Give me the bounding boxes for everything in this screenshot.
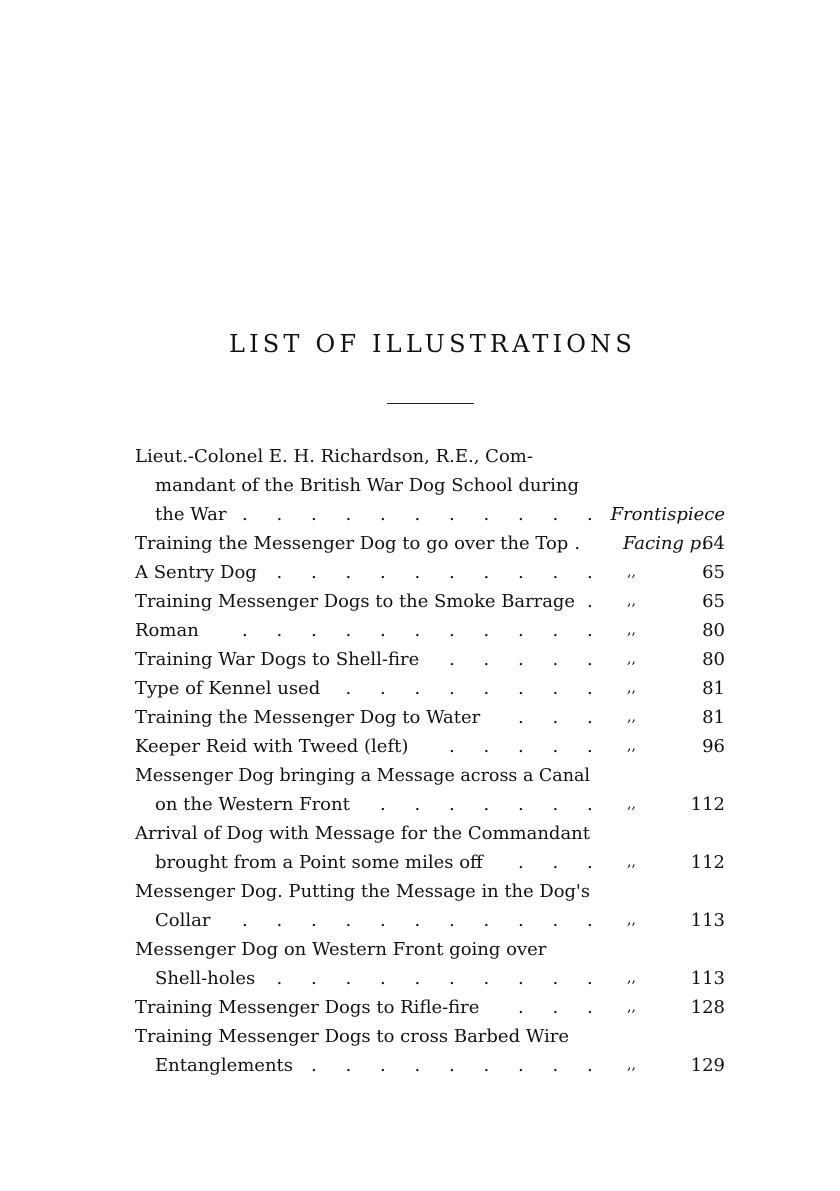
- ditto-mark: ,,: [627, 564, 636, 580]
- leader-dot: .: [414, 562, 421, 583]
- leader-dot: .: [552, 678, 559, 699]
- entry-caption: Type of Kennel used: [135, 678, 321, 699]
- list-item: [135, 761, 725, 790]
- entry-caption: on the Western Front: [155, 794, 350, 815]
- ditto-mark: ,,: [627, 999, 636, 1015]
- page-number: 96: [702, 736, 725, 757]
- ditto-mark: ,,: [627, 680, 636, 696]
- leader-dot: .: [587, 968, 593, 989]
- list-item: [135, 790, 725, 819]
- leader-dot: .: [552, 649, 559, 670]
- leader-dot: .: [345, 1055, 352, 1076]
- list-item: [135, 500, 725, 529]
- leader-dot: .: [518, 910, 524, 931]
- ditto-mark: ,,: [627, 651, 636, 667]
- list-item: [135, 993, 725, 1022]
- leader-dot: .: [449, 562, 455, 583]
- entry-caption: brought from a Point some miles off: [155, 852, 483, 873]
- leader-dot: .: [587, 852, 593, 873]
- leader-dot: .: [518, 620, 524, 641]
- entry-caption: Training Messenger Dogs to cross Barbed Wire: [135, 1026, 570, 1047]
- entry-caption: Keeper Reid with Tweed (left): [135, 736, 409, 757]
- leader-dot: .: [242, 504, 248, 525]
- leader-dot: .: [380, 794, 386, 815]
- leader-dot: .: [449, 794, 455, 815]
- leader-dot: .: [345, 910, 352, 931]
- entry-caption: Roman: [135, 620, 199, 641]
- leader-dot: .: [483, 736, 490, 757]
- ditto-mark: ,,: [627, 593, 636, 609]
- entry-caption: Training Messenger Dogs to Rifle-fire: [135, 997, 480, 1018]
- leader-dot: .: [518, 968, 524, 989]
- list-item: [135, 964, 725, 993]
- leader-dot: .: [380, 620, 386, 641]
- leader-dot: .: [587, 649, 593, 670]
- leader-dot: .: [483, 562, 490, 583]
- ditto-mark: ,,: [627, 1057, 636, 1073]
- leader-dot: .: [276, 968, 283, 989]
- leader-dot: .: [587, 794, 593, 815]
- page-number: 113: [690, 968, 725, 989]
- list-item: [135, 587, 725, 616]
- entry-caption: Messenger Dog. Putting the Message in the Dog's: [135, 881, 590, 902]
- leader-dot: .: [518, 504, 524, 525]
- entry-caption: Training War Dogs to Shell-fire: [135, 649, 420, 670]
- leader-dot: .: [587, 736, 593, 757]
- leader-dot: .: [587, 562, 593, 583]
- leader-dot: .: [449, 649, 455, 670]
- leader-dot: .: [587, 1055, 593, 1076]
- page-number: 112: [690, 794, 725, 815]
- leader-dot: .: [552, 968, 559, 989]
- leader-dot: .: [276, 910, 283, 931]
- page-number: 112: [690, 852, 725, 873]
- title-rule: [387, 403, 474, 404]
- page-number: 81: [702, 707, 725, 728]
- leader-dot: .: [483, 794, 490, 815]
- leader-dot: .: [552, 736, 559, 757]
- leader-dot: .: [311, 562, 317, 583]
- leader-dot: .: [552, 504, 559, 525]
- list-item: [135, 877, 725, 906]
- leader-dot: .: [552, 997, 559, 1018]
- leader-dot: .: [276, 504, 283, 525]
- leader-dot: .: [311, 504, 317, 525]
- leader-dot: .: [414, 968, 421, 989]
- entry-caption: the War: [155, 504, 227, 525]
- list-item: [135, 674, 725, 703]
- list-item: [135, 529, 725, 558]
- leader-dot: .: [518, 562, 524, 583]
- leader-dot: .: [483, 678, 490, 699]
- leader-dot: .: [380, 968, 386, 989]
- leader-dot: .: [380, 504, 386, 525]
- entry-caption: Messenger Dog bringing a Message across a Canal: [135, 765, 590, 786]
- page-number: 81: [702, 678, 725, 699]
- leader-dot: .: [311, 968, 317, 989]
- leader-dot: .: [483, 649, 490, 670]
- entry-caption: Training the Messenger Dog to Water: [135, 707, 481, 728]
- leader-dot: .: [242, 620, 248, 641]
- leader-dot: .: [345, 678, 352, 699]
- entry-caption: Messenger Dog on Western Front going over: [135, 939, 547, 960]
- page-number: 80: [702, 620, 725, 641]
- list-item: [135, 471, 725, 500]
- leader-dot: .: [449, 910, 455, 931]
- list-item: [135, 906, 725, 935]
- list-item: [135, 616, 725, 645]
- leader-dot: .: [518, 707, 524, 728]
- leader-dot: .: [518, 997, 524, 1018]
- list-item: [135, 1051, 725, 1080]
- list-item: [135, 558, 725, 587]
- leader-dot: .: [345, 562, 352, 583]
- leader-dot: .: [483, 1055, 490, 1076]
- leader-dot: .: [552, 562, 559, 583]
- leader-dot: .: [518, 1055, 524, 1076]
- page-title: LIST OF ILLUSTRATIONS: [228, 330, 637, 358]
- leader-dot: .: [380, 910, 386, 931]
- leader-dot: .: [552, 794, 559, 815]
- page-number: 65: [702, 562, 725, 583]
- leader-dot: .: [380, 678, 386, 699]
- leader-dot: .: [345, 504, 352, 525]
- facing-page-label: Facing p.: [623, 533, 707, 554]
- leader-dot: .: [276, 562, 283, 583]
- leader-dot: .: [449, 968, 455, 989]
- ditto-mark: ,,: [627, 738, 636, 754]
- entry-caption: Collar: [155, 910, 211, 931]
- leader-dot: .: [552, 852, 559, 873]
- leader-dot: .: [414, 910, 421, 931]
- leader-dot: .: [518, 678, 524, 699]
- leader-dot: .: [518, 736, 524, 757]
- entry-caption: Entanglements: [155, 1055, 294, 1076]
- page-number: 129: [690, 1055, 725, 1076]
- entry-caption: Training the Messenger Dog to go over the Top: [135, 533, 569, 554]
- list-item: [135, 732, 725, 761]
- leader-dot: .: [414, 1055, 421, 1076]
- page-number: 80: [702, 649, 725, 670]
- leader-dot: .: [483, 910, 490, 931]
- leader-dot: .: [380, 562, 386, 583]
- list-item: [135, 645, 725, 674]
- leader-dot: .: [449, 620, 455, 641]
- leader-dot: .: [552, 910, 559, 931]
- illustrations-list: [135, 442, 725, 1080]
- leader-dot: .: [449, 678, 455, 699]
- ditto-mark: ,,: [627, 622, 636, 638]
- leader-dot: .: [311, 620, 317, 641]
- ditto-mark: ,,: [627, 912, 636, 928]
- leader-dot: .: [587, 997, 593, 1018]
- leader-dot: .: [483, 504, 490, 525]
- list-item: [135, 819, 725, 848]
- leader-dot: .: [587, 678, 593, 699]
- leader-dot: .: [449, 504, 455, 525]
- page-number: 113: [690, 910, 725, 931]
- leader-dot: .: [587, 910, 593, 931]
- leader-dot: .: [380, 1055, 386, 1076]
- ditto-mark: ,,: [627, 854, 636, 870]
- leader-dot: .: [311, 910, 317, 931]
- leader-dot: .: [587, 504, 593, 525]
- entry-caption: Lieut.-Colonel E. H. Richardson, R.E., Com-: [135, 446, 533, 467]
- page-number: 65: [702, 591, 725, 612]
- leader-dot: .: [345, 968, 352, 989]
- leader-dot: .: [552, 1055, 559, 1076]
- ditto-mark: ,,: [627, 970, 636, 986]
- entry-caption: Arrival of Dog with Message for the Commandant: [135, 823, 590, 844]
- leader-dot: .: [552, 707, 559, 728]
- leader-dot: .: [276, 620, 283, 641]
- leader-dot: .: [587, 591, 593, 612]
- list-item: [135, 442, 725, 471]
- frontispiece-label: Frontispiece: [610, 504, 725, 525]
- page-number: 128: [690, 997, 725, 1018]
- leader-dot: .: [518, 852, 524, 873]
- leader-dot: .: [242, 910, 248, 931]
- entry-caption: Shell-holes: [155, 968, 256, 989]
- list-item: [135, 703, 725, 732]
- leader-dot: .: [414, 794, 421, 815]
- leader-dot: .: [587, 620, 593, 641]
- leader-dot: .: [518, 794, 524, 815]
- leader-dot: .: [414, 620, 421, 641]
- list-item: [135, 1022, 725, 1051]
- ditto-mark: ,,: [627, 709, 636, 725]
- leader-dot: .: [587, 707, 593, 728]
- leader-dot: .: [483, 968, 490, 989]
- entry-caption: mandant of the British War Dog School during: [155, 475, 580, 496]
- leader-dot: .: [518, 649, 524, 670]
- leader-dot: .: [311, 1055, 317, 1076]
- list-item: [135, 848, 725, 877]
- leader-dot: .: [345, 620, 352, 641]
- leader-dot: .: [483, 620, 490, 641]
- list-item: [135, 935, 725, 964]
- ditto-mark: ,,: [627, 796, 636, 812]
- entry-caption: Training Messenger Dogs to the Smoke Barrage: [135, 591, 575, 612]
- leader-dot: .: [449, 736, 455, 757]
- leader-dot: .: [414, 678, 421, 699]
- leader-dot: .: [574, 533, 581, 554]
- page-number: 64: [702, 533, 725, 554]
- leader-dot: .: [449, 1055, 455, 1076]
- leader-dot: .: [552, 620, 559, 641]
- entry-caption: A Sentry Dog: [135, 562, 257, 583]
- leader-dot: .: [414, 504, 421, 525]
